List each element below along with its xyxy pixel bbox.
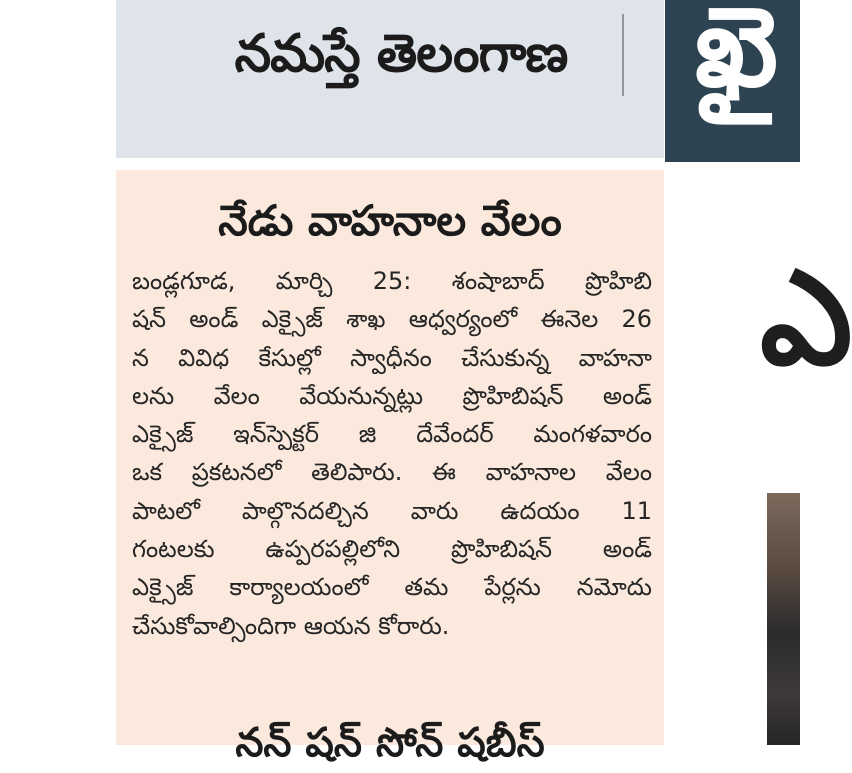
article-body <box>132 262 652 645</box>
article-line: చేసుకోవాల్సిందిగా ఆయన కోరారు. <box>132 611 450 640</box>
news-article <box>116 170 664 766</box>
adjacent-photo <box>767 493 800 745</box>
article-line: ఎక్సైజ్ ఇన్‌స్పెక్టర్ జి దేవేందర్ మంగళవారం <box>132 420 652 449</box>
article-line: న వివిధ కేసుల్లో స్వాధీనం చేసుకున్న వాహనా <box>132 343 652 372</box>
article-line: గంటలకు ఉప్పరపల్లిలోని ప్రొహిబిషన్ అండ్ <box>132 535 652 564</box>
article-line: ఒక ప్రకటనలో తెలిపారు. ఈ వాహనాల వేలం <box>132 458 652 487</box>
next-article-headline: నన్ షన్ సోన్ షబీస్ <box>235 720 545 766</box>
masthead <box>116 0 664 158</box>
article-line: బండ్లగూడ, మార్చి 25: శంషాబాద్ ప్రొహిబి <box>132 267 652 295</box>
article-line: షన్ అండ్ ఎక్సైజ్ శాఖ ఆధ్వర్యంలో ఈనెల 26 <box>132 305 652 334</box>
article-line: ఎక్సైజ్ కార్యాలయంలో తమ పేర్లను నమోదు <box>132 573 652 602</box>
article-line: పాటలో పాల్గొనదల్చిన వారు ఉదయం 11 <box>132 496 652 525</box>
article-line: లను వేలం వేయనున్నట్లు ప్రొహిబిషన్ అండ్ <box>132 381 652 410</box>
masthead-divider <box>622 14 624 96</box>
adjacent-masthead-glyph: ఖై <box>695 0 779 111</box>
article-headline: నేడు వాహనాల వేలం <box>218 196 562 245</box>
masthead-title: నమస్తే తెలంగాణ <box>234 24 568 84</box>
adjacent-page-masthead <box>665 0 800 162</box>
adjacent-headline-glyph: ఎ <box>760 242 852 394</box>
